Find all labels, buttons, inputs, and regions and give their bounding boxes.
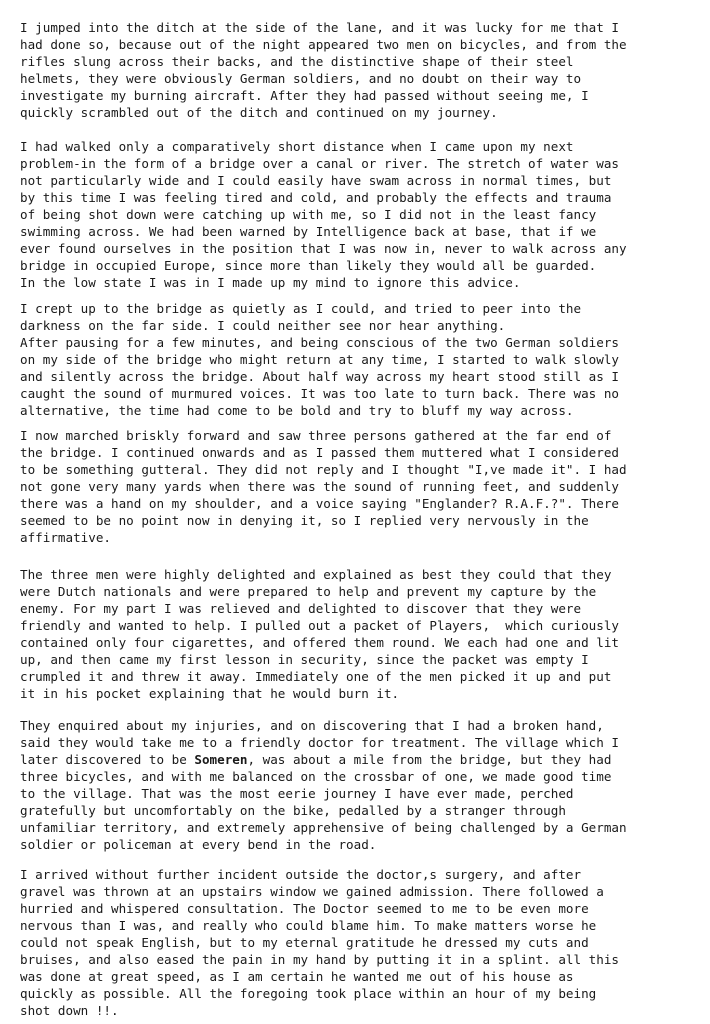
text-line: three bicycles, and with me balanced on the crossbar of one, we made good time xyxy=(20,769,612,784)
text-line: gravel was thrown at an upstairs window we gained admission. There followed a xyxy=(20,884,604,899)
text-line: up, and then came my first lesson in security, since the packet was empty I xyxy=(20,652,589,667)
text-line: was done at great speed, as I am certain he wanted me out of his house as xyxy=(20,969,574,984)
text-line: to the village. That was the most eerie journey I have ever made, perched xyxy=(20,786,574,801)
text-line: swimming across. We had been warned by Intelligence back at base, that if we xyxy=(20,224,597,239)
text-line: of being shot down were catching up with me, so I did not in the least fancy xyxy=(20,207,597,222)
text-line: had done so, because out of the night appeared two men on bicycles, and from the xyxy=(20,37,627,52)
text-line: and silently across the bridge. About half way across my heart stood still as I xyxy=(20,369,619,384)
text-line: I jumped into the ditch at the side of the lane, and it was lucky for me that I xyxy=(20,20,619,35)
paragraph-far-end xyxy=(20,427,700,546)
text-line: affirmative. xyxy=(20,530,111,545)
text-line: could not speak English, but to my eternal gratitude he dressed my cuts and xyxy=(20,935,589,950)
text-line: by this time I was feeling tired and cold, and probably the effects and trauma xyxy=(20,190,612,205)
text-line: said they would take me to a friendly doctor for treatment. The village which I xyxy=(20,735,619,750)
text-line: contained only four cigarettes, and offered them round. We each had one and lit xyxy=(20,635,619,650)
text-line: it in his pocket explaining that he would burn it. xyxy=(20,686,400,701)
text-line: the bridge. I continued onwards and as I passed them muttered what I considered xyxy=(20,445,619,460)
text-line: I crept up to the bridge as quietly as I could, and tried to peer into the xyxy=(20,301,582,316)
text-line: to be something gutteral. They did not reply and I thought "I,ve made it". I had xyxy=(20,462,627,477)
text-line: not particularly wide and I could easily have swam across in normal times, but xyxy=(20,173,612,188)
text-line: hurried and whispered consultation. The Doctor seemed to me to be even more xyxy=(20,901,589,916)
text-line: soldier or policeman at every bend in the road. xyxy=(20,837,377,852)
text-line: gratefully but uncomfortably on the bike, pedalled by a stranger through xyxy=(20,803,566,818)
text-line: caught the sound of murmured voices. It was too late to turn back. There was no xyxy=(20,386,619,401)
text-line: After pausing for a few minutes, and being conscious of the two German soldiers xyxy=(20,335,619,350)
text-line: enemy. For my part I was relieved and delighted to discover that they were xyxy=(20,601,582,616)
text-line: bruises, and also eased the pain in my hand by putting it in a splint. all this xyxy=(20,952,619,967)
text-line: darkness on the far side. I could neither see nor hear anything. xyxy=(20,318,506,333)
text-line: I now marched briskly forward and saw three persons gathered at the far end of xyxy=(20,428,612,443)
text-line: helmets, they were obviously German soldiers, and no doubt on their way to xyxy=(20,71,582,86)
paragraph-dutch-nationals xyxy=(20,566,700,702)
text-line: ever found ourselves in the position that I was now in, never to walk across any xyxy=(20,241,627,256)
text-line: there was a hand on my shoulder, and a voice saying "Englander? R.A.F.?". There xyxy=(20,496,619,511)
text-line: I arrived without further incident outside the doctor,s surgery, and after xyxy=(20,867,582,882)
text-line: not gone very many yards when there was the sound of running feet, and suddenly xyxy=(20,479,619,494)
text-line: I had walked only a comparatively short distance when I came upon my next xyxy=(20,139,574,154)
text-line: rifles slung across their backs, and the distinctive shape of their steel xyxy=(20,54,574,69)
text-line: investigate my burning aircraft. After they had passed without seeing me, I xyxy=(20,88,589,103)
text-line: alternative, the time had come to be bold and try to bluff my way across. xyxy=(20,403,574,418)
text-line: problem-in the form of a bridge over a canal or river. The stretch of water was xyxy=(20,156,619,171)
text-line: The three men were highly delighted and explained as best they could that they xyxy=(20,567,612,582)
text-line: were Dutch nationals and were prepared to help and prevent my capture by the xyxy=(20,584,597,599)
text-line: on my side of the bridge who might return at any time, I started to walk slowly xyxy=(20,352,619,367)
text-line: nervous than I was, and really who could blame him. To make matters worse he xyxy=(20,918,597,933)
text-line: bridge in occupied Europe, since more than likely they would all be guarded. xyxy=(20,258,597,273)
paragraph-doctor-journey xyxy=(20,717,700,853)
text-line: crumpled it and threw it away. Immediately one of the men picked it up and put xyxy=(20,669,612,684)
text-line: seemed to be no point now in denying it, so I replied very nervously in the xyxy=(20,513,589,528)
text-line: In the low state I was in I made up my mind to ignore this advice. xyxy=(20,275,521,290)
paragraph-crossing-bridge xyxy=(20,300,700,419)
place-name: Someren xyxy=(194,752,248,767)
text-line: later discovered to be Someren, was about a mile from the bridge, but they had xyxy=(20,752,612,767)
text-line: quickly as possible. All the foregoing took place within an hour of my being xyxy=(20,986,597,1001)
text-line: shot down !!. xyxy=(20,1003,119,1018)
text-line: quickly scrambled out of the ditch and continued on my journey. xyxy=(20,105,498,120)
text-line: unfamiliar territory, and extremely apprehensive of being challenged by a German xyxy=(20,820,627,835)
paragraph-ditch xyxy=(20,19,700,121)
text-line: friendly and wanted to help. I pulled out a packet of Players, which curiously xyxy=(20,618,619,633)
text-line: They enquired about my injuries, and on discovering that I had a broken hand, xyxy=(20,718,604,733)
paragraph-surgery xyxy=(20,866,700,1019)
paragraph-bridge-problem xyxy=(20,138,700,291)
